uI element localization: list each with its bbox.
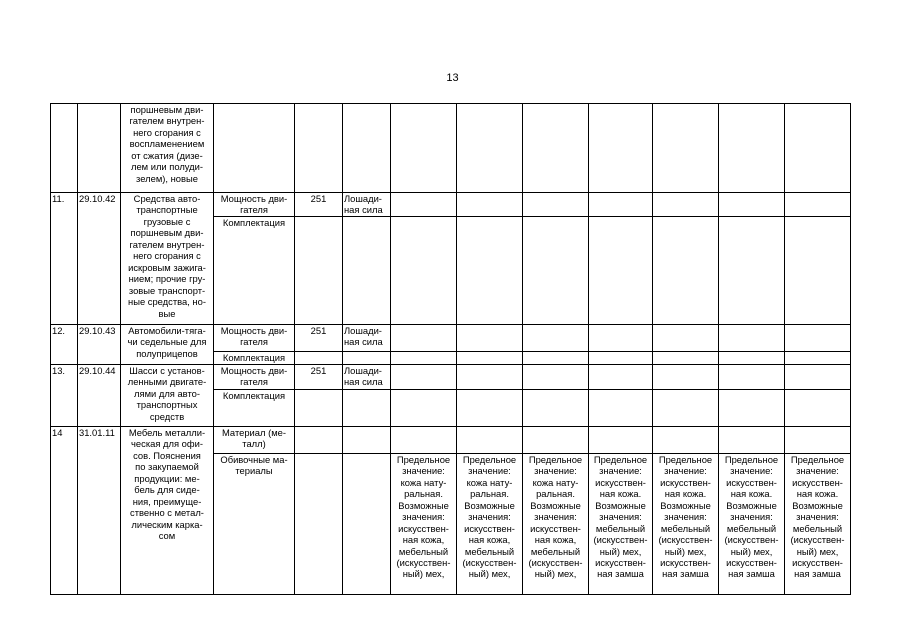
characteristic-value xyxy=(589,324,653,351)
okei-code xyxy=(295,453,343,594)
characteristic-name: Материал (ме- талл) xyxy=(214,426,295,453)
characteristic-value xyxy=(457,351,523,364)
okei-code xyxy=(295,426,343,453)
characteristic-value xyxy=(457,193,523,217)
table-row xyxy=(51,364,851,389)
characteristic-value xyxy=(785,364,851,389)
characteristic-value xyxy=(653,364,719,389)
characteristic-value xyxy=(719,389,785,426)
characteristic-value xyxy=(719,364,785,389)
characteristic-value: Предельное значение: кожа нату- ральная. Возможные значения: искусствен- ная кожа, мебельный (искусствен- ный) мех, xyxy=(523,453,589,594)
characteristic-name: Комплектация xyxy=(214,351,295,364)
row-number: 13. xyxy=(51,364,78,426)
characteristic-value: Предельное значение: искусствен- ная кожа. Возможные значения: мебельный (искусствен- ный) мех, искусствен- ная замша xyxy=(719,453,785,594)
characteristic-value: Предельное значение: искусствен- ная кожа. Возможные значения: мебельный (искусствен- ный) мех, искусствен- ная замша xyxy=(785,453,851,594)
characteristic-value xyxy=(457,216,523,324)
characteristic-value xyxy=(653,324,719,351)
characteristic-value xyxy=(391,324,457,351)
characteristic-value: Предельное значение: искусствен- ная кожа. Возможные значения: мебельный (искусствен- ный) мех, искусствен- ная замша xyxy=(589,453,653,594)
characteristic-name: Комплектация xyxy=(214,389,295,426)
product-name: Средства авто- транспортные грузовые с поршневым дви- гателем внутрен- него сгорания с искровым зажига- нием; прочие гру- зовые транспорт- ные средства, но- вые xyxy=(121,193,214,325)
unit-name: Лошади- ная сила xyxy=(343,364,391,389)
unit-name: Лошади- ная сила xyxy=(343,193,391,217)
characteristic-value xyxy=(785,216,851,324)
okpd-code: 29.10.43 xyxy=(78,324,121,364)
unit-name xyxy=(343,351,391,364)
characteristic-value xyxy=(589,389,653,426)
unit-name xyxy=(343,104,391,193)
requirements-table xyxy=(50,103,851,595)
okpd-code: 29.10.42 xyxy=(78,193,121,325)
row-number: 12. xyxy=(51,324,78,364)
characteristic-value xyxy=(391,364,457,389)
characteristic-value xyxy=(653,216,719,324)
characteristic-value: Предельное значение: кожа нату- ральная. Возможные значения: искусствен- ная кожа, мебельный (искусствен- ный) мех, xyxy=(391,453,457,594)
characteristic-value xyxy=(457,426,523,453)
characteristic-value xyxy=(589,193,653,217)
table-row xyxy=(51,426,851,453)
characteristic-value xyxy=(523,104,589,193)
characteristic-name: Мощность дви- гателя xyxy=(214,193,295,217)
characteristic-value xyxy=(719,193,785,217)
characteristic-value xyxy=(785,193,851,217)
characteristic-value xyxy=(785,324,851,351)
okei-code: 251 xyxy=(295,193,343,217)
unit-name: Лошади- ная сила xyxy=(343,324,391,351)
characteristic-value: Предельное значение: кожа нату- ральная. Возможные значения: искусствен- ная кожа, мебельный (искусствен- ный) мех, xyxy=(457,453,523,594)
characteristic-value xyxy=(785,426,851,453)
okei-code xyxy=(295,389,343,426)
characteristic-value: Предельное значение: искусствен- ная кожа. Возможные значения: мебельный (искусствен- ный) мех, искусствен- ная замша xyxy=(653,453,719,594)
characteristic-name: Комплектация xyxy=(214,216,295,324)
characteristic-value xyxy=(391,216,457,324)
characteristic-value xyxy=(457,324,523,351)
characteristic-value xyxy=(391,389,457,426)
unit-name xyxy=(343,426,391,453)
characteristic-value xyxy=(719,426,785,453)
characteristic-value xyxy=(653,426,719,453)
characteristic-value xyxy=(391,193,457,217)
characteristic-value xyxy=(653,104,719,193)
unit-name xyxy=(343,216,391,324)
table-row xyxy=(51,193,851,217)
characteristic-value xyxy=(719,324,785,351)
characteristic-value xyxy=(719,216,785,324)
characteristic-value xyxy=(785,104,851,193)
table-row xyxy=(51,104,851,193)
okpd-code: 29.10.44 xyxy=(78,364,121,426)
characteristic-value xyxy=(523,324,589,351)
characteristic-name: Обивочные ма- териалы xyxy=(214,453,295,594)
characteristic-value xyxy=(523,426,589,453)
row-number: 11. xyxy=(51,193,78,325)
characteristic-value xyxy=(589,426,653,453)
okei-code xyxy=(295,104,343,193)
characteristic-value xyxy=(653,351,719,364)
characteristic-name: Мощность дви- гателя xyxy=(214,324,295,351)
characteristic-value xyxy=(719,104,785,193)
product-name: Автомобили-тяга- чи седельные для полуприцепов xyxy=(121,324,214,364)
okpd-code: 31.01.11 xyxy=(78,426,121,594)
characteristic-value xyxy=(523,216,589,324)
characteristic-value xyxy=(719,351,785,364)
characteristic-value xyxy=(653,193,719,217)
characteristic-value xyxy=(523,364,589,389)
characteristic-value xyxy=(589,364,653,389)
row-number xyxy=(51,104,78,193)
characteristic-value xyxy=(785,389,851,426)
product-name: Мебель металли- ческая для офи- сов. Пояснения по закупаемой продукции: ме- бель для сиде- ния, преимуще- ственно с метал- лическим карка- сом xyxy=(121,426,214,594)
characteristic-value xyxy=(523,193,589,217)
okei-code: 251 xyxy=(295,364,343,389)
characteristic-value xyxy=(523,389,589,426)
characteristic-value xyxy=(457,364,523,389)
characteristic-name: Мощность дви- гателя xyxy=(214,364,295,389)
product-name: Шасси с установ- ленными двигате- лями для авто- транспортных средств xyxy=(121,364,214,426)
characteristic-value xyxy=(391,351,457,364)
characteristic-value xyxy=(785,351,851,364)
okpd-code xyxy=(78,104,121,193)
characteristic-value xyxy=(653,389,719,426)
characteristic-value xyxy=(457,389,523,426)
characteristic-value xyxy=(523,351,589,364)
okei-code: 251 xyxy=(295,324,343,351)
product-name: поршневым дви- гателем внутрен- него сгорания с воспламенением от сжатия (дизе- лем или полуди- зелем), новые xyxy=(121,104,214,193)
characteristic-value xyxy=(589,216,653,324)
unit-name xyxy=(343,453,391,594)
characteristic-value xyxy=(589,351,653,364)
row-number: 14 xyxy=(51,426,78,594)
characteristic-value xyxy=(391,104,457,193)
unit-name xyxy=(343,389,391,426)
characteristic-name xyxy=(214,104,295,193)
okei-code xyxy=(295,216,343,324)
okei-code xyxy=(295,351,343,364)
page-number: 13 xyxy=(446,72,459,84)
characteristic-value xyxy=(457,104,523,193)
characteristic-value xyxy=(589,104,653,193)
table-row xyxy=(51,324,851,351)
characteristic-value xyxy=(391,426,457,453)
